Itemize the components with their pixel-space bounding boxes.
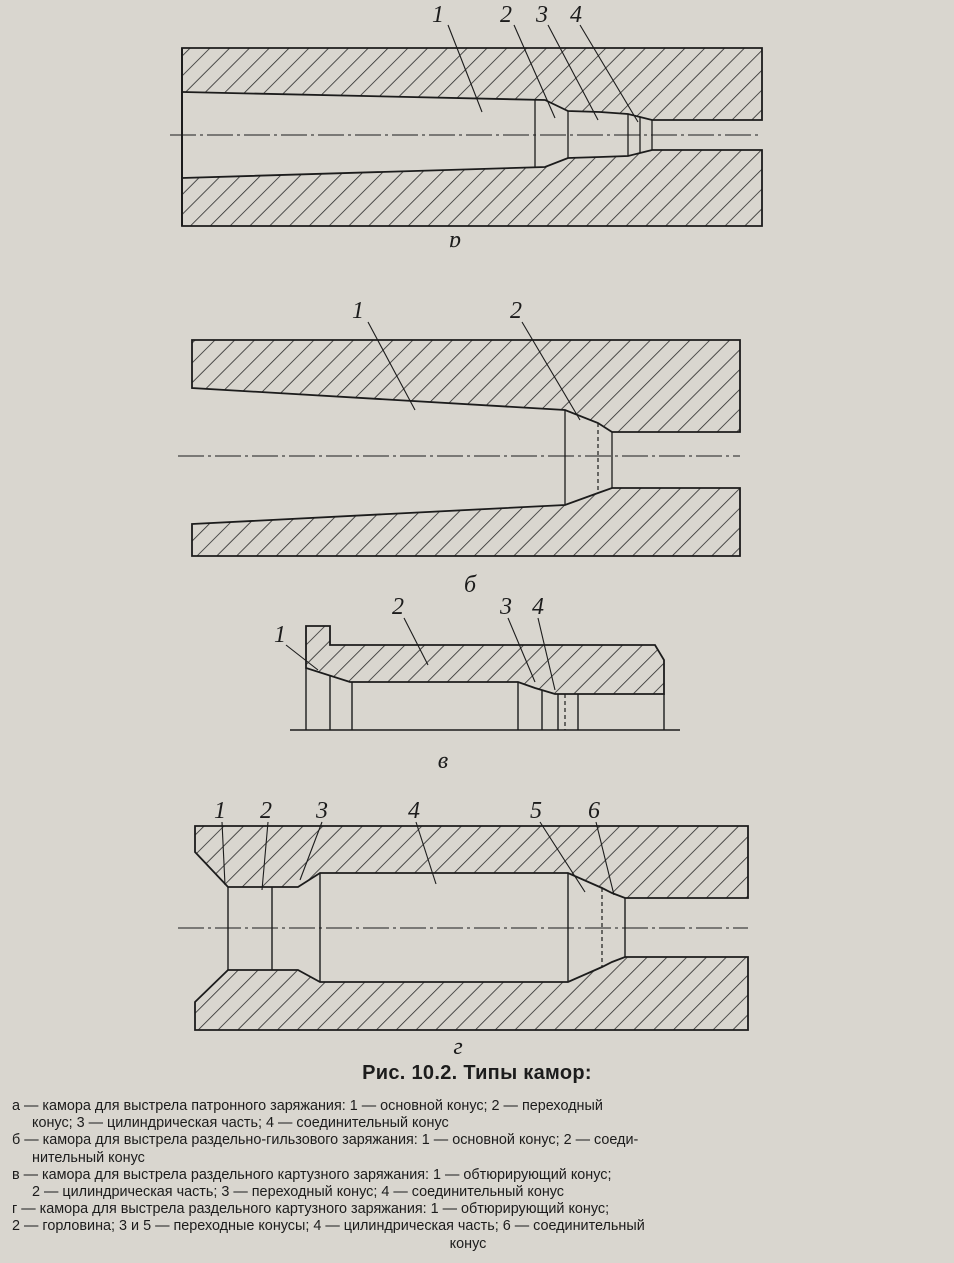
figure-g-wall-bottom — [195, 957, 748, 1030]
caption-item-v-line1: в — камора для выстрела раздельного картузного заряжания: 1 — обтюрирующий конус; — [12, 1166, 612, 1183]
figure-b-label-1: 1 — [352, 298, 364, 324]
figure-g-sublabel: г — [453, 1034, 463, 1060]
figure-a-label-3: 3 — [536, 2, 548, 28]
figure-b — [178, 298, 740, 598]
figure-g-label-2: 2 — [260, 798, 272, 824]
figure-g-label-6: 6 — [588, 798, 600, 824]
caption-item-g-line3: конус — [449, 1235, 487, 1252]
figure-caption-body — [12, 1098, 924, 1253]
figure-v-label-1: 1 — [274, 622, 286, 648]
figure-g-wall-top — [195, 826, 748, 898]
figure-g-label-1: 1 — [214, 798, 226, 824]
figure-b-wall-bottom — [192, 488, 740, 556]
figure-v — [274, 594, 680, 774]
figure-a-wall-top — [182, 48, 762, 120]
caption-item-g-line2: 2 — горловина; 3 и 5 — переходные конусы; 4 — цилиндрическая часть; 6 — соединительный — [12, 1218, 645, 1235]
figure-b-sublabel: б — [463, 572, 477, 598]
figure-b-label-2: 2 — [510, 298, 522, 324]
figure-a — [170, 2, 762, 256]
figure-caption-title: Рис. 10.2. Типы камор: — [362, 1062, 592, 1084]
figure-a-wall-bottom — [182, 150, 762, 226]
figure-g-label-3: 3 — [316, 798, 328, 824]
figure-v-sublabel: в — [437, 748, 449, 774]
figure-v-wall — [306, 626, 664, 694]
figure-g-label-4: 4 — [408, 798, 420, 824]
caption-item-a — [12, 1098, 924, 1132]
caption-item-v — [12, 1167, 924, 1201]
caption-item-b — [12, 1132, 924, 1166]
figure-g-label-5: 5 — [530, 798, 542, 824]
caption-item-v-line2: 2 — цилиндрическая часть; 3 — переходный конус; 4 — соединительный конус — [32, 1184, 565, 1201]
caption-item-g-line1: г — камора для выстрела раздельного картузного заряжания: 1 — обтюрирующий конус; — [12, 1201, 610, 1218]
figure-g — [178, 798, 748, 1060]
figure-v-label-2: 2 — [392, 594, 404, 620]
caption-item-b-line1: б — камора для выстрела раздельно-гильзового заряжания: 1 — основной конус; 2 — соеди- — [12, 1132, 639, 1149]
figure-b-wall-top — [192, 340, 740, 432]
figure-a-label-1: 1 — [432, 2, 444, 28]
figure-a-label-2: 2 — [500, 2, 512, 28]
figure-v-label-4: 4 — [532, 594, 544, 620]
caption-item-g — [12, 1201, 924, 1253]
caption-item-b-line2: нительный конус — [32, 1149, 145, 1166]
caption-item-a-line2: конус; 3 — цилиндрическая часть; 4 — соединительный конус — [32, 1115, 449, 1132]
figure-v-label-3: 3 — [500, 594, 512, 620]
figure-a-sublabel: а — [449, 230, 461, 256]
figure-a-label-4: 4 — [570, 2, 582, 28]
caption-item-a-line1: а — камора для выстрела патронного заряжания: 1 — основной конус; 2 — переходный — [12, 1098, 603, 1114]
